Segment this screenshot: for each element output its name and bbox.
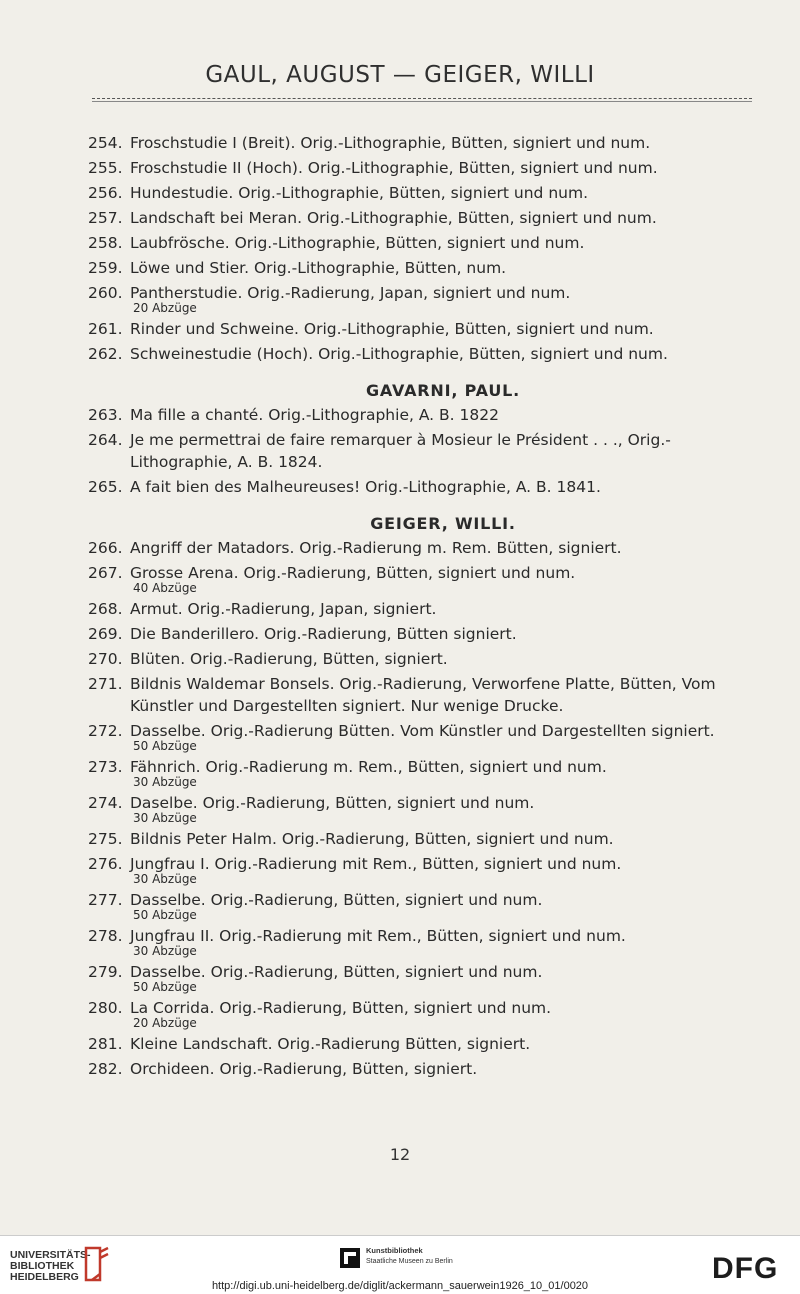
entry-number: 280. — [88, 999, 123, 1017]
entry-text — [130, 429, 758, 473]
edition-note: 50 Abzüge — [133, 908, 197, 922]
catalog-entry — [88, 537, 758, 559]
entry-text — [130, 282, 758, 315]
entry-number: 276. — [88, 855, 123, 873]
edition-note: 50 Abzüge — [133, 980, 197, 994]
entry-text — [130, 1058, 758, 1080]
catalog-entry — [88, 997, 758, 1030]
entry-text — [130, 562, 758, 595]
entry-text — [130, 132, 758, 154]
entry-number: 267. — [88, 564, 123, 582]
entry-list-geiger — [88, 537, 758, 1080]
edition-note: 20 Abzüge — [133, 1016, 197, 1030]
entry-description: Löwe und Stier. Orig.-Lithographie, Bütten, num. — [130, 259, 507, 277]
entry-text — [130, 257, 758, 279]
running-header: GAUL, AUGUST — GEIGER, WILLI — [205, 62, 595, 88]
kunstbibliothek-logo-icon — [340, 1248, 360, 1268]
entry-text — [130, 476, 758, 498]
entry-number: 275. — [88, 830, 123, 848]
kb-line-1: Kunstbibliothek — [366, 1246, 423, 1255]
entry-number: 257. — [88, 209, 123, 227]
entry-description: Blüten. Orig.-Radierung, Bütten, signiert. — [130, 650, 448, 668]
entry-description: Hundestudie. Orig.-Lithographie, Bütten, signiert und num. — [130, 184, 588, 202]
entry-description: Grosse Arena. Orig.-Radierung, Bütten, signiert und num. — [130, 564, 576, 582]
entry-description: Orchideen. Orig.-Radierung, Bütten, signiert. — [130, 1060, 478, 1078]
edition-note: 50 Abzüge — [133, 739, 197, 753]
catalog-entry — [88, 343, 758, 365]
viewer-footer — [0, 1235, 800, 1294]
entry-number: 262. — [88, 345, 123, 363]
entry-text — [130, 828, 758, 850]
entry-description: Jungfrau I. Orig.-Radierung mit Rem., Bütten, signiert und num. — [130, 855, 622, 873]
entry-text — [130, 792, 758, 825]
entry-number: 261. — [88, 320, 123, 338]
entry-text — [130, 720, 758, 753]
catalog-entry — [88, 429, 758, 473]
entry-list-gaul — [88, 132, 758, 365]
entry-number: 268. — [88, 600, 123, 618]
entry-number: 271. — [88, 675, 123, 693]
entry-text — [130, 598, 758, 620]
entry-number: 270. — [88, 650, 123, 668]
catalog-entry — [88, 404, 758, 426]
catalog-entry — [88, 157, 758, 179]
edition-note: 30 Abzüge — [133, 872, 197, 886]
entry-description: Jungfrau II. Orig.-Radierung mit Rem., Bütten, signiert und num. — [130, 927, 626, 945]
entry-number: 260. — [88, 284, 123, 302]
catalog-entry — [88, 232, 758, 254]
kunstbibliothek-label — [366, 1246, 453, 1267]
catalog-entry — [88, 207, 758, 229]
catalog-entry — [88, 282, 758, 315]
catalog-entry — [88, 792, 758, 825]
entry-description: Kleine Landschaft. Orig.-Radierung Bütten, signiert. — [130, 1035, 531, 1053]
entry-number: 266. — [88, 539, 123, 557]
section-heading-gavarni: GAVARNI, PAUL. — [365, 381, 521, 400]
entry-description: Rinder und Schweine. Orig.-Lithographie, Bütten, signiert und num. — [130, 320, 654, 338]
uni-line-3: HEIDELBERG — [10, 1271, 79, 1283]
edition-note: 40 Abzüge — [133, 581, 197, 595]
entry-description: Angriff der Matadors. Orig.-Radierung m. Rem. Bütten, signiert. — [130, 539, 622, 557]
entry-text — [130, 756, 758, 789]
catalog-entry — [88, 476, 758, 498]
entry-description: Dasselbe. Orig.-Radierung, Bütten, signiert und num. — [130, 891, 543, 909]
uni-line-2: BIBLIOTHEK — [10, 1260, 75, 1272]
catalog-entry — [88, 1033, 758, 1055]
entry-text — [130, 925, 758, 958]
edition-note: 20 Abzüge — [133, 301, 197, 315]
entry-number: 273. — [88, 758, 123, 776]
catalog-entry — [88, 853, 758, 886]
entry-text — [130, 623, 758, 645]
section-heading-geiger: GEIGER, WILLI. — [370, 514, 516, 533]
catalog-entry — [88, 889, 758, 922]
entry-list-gavarni — [88, 404, 758, 498]
catalog-entry — [88, 925, 758, 958]
entry-text — [130, 343, 758, 365]
entry-text — [130, 157, 758, 179]
entry-text — [130, 207, 758, 229]
entry-number: 272. — [88, 722, 123, 740]
header-rule — [92, 98, 752, 99]
entry-description: Landschaft bei Meran. Orig.-Lithographie, Bütten, signiert und num. — [130, 209, 657, 227]
entry-description: Schweinestudie (Hoch). Orig.-Lithographie, Bütten, signiert und num. — [130, 345, 668, 363]
catalog-entry — [88, 132, 758, 154]
entry-description: Die Banderillero. Orig.-Radierung, Bütten signiert. — [130, 625, 517, 643]
catalog-entry — [88, 648, 758, 670]
entry-number: 254. — [88, 134, 123, 152]
catalog-entry — [88, 828, 758, 850]
entry-description: Ma fille a chanté. Orig.-Lithographie, A. B. 1822 — [130, 406, 499, 424]
catalog-entries — [88, 132, 758, 1083]
page-number: 12 — [389, 1145, 411, 1164]
entry-text — [130, 537, 758, 559]
entry-text — [130, 673, 758, 717]
catalog-entry — [88, 673, 758, 717]
entry-number: 279. — [88, 963, 123, 981]
uni-heidelberg-logo-icon — [80, 1244, 112, 1284]
catalog-entry — [88, 562, 758, 595]
entry-description: Armut. Orig.-Radierung, Japan, signiert. — [130, 600, 437, 618]
entry-description: Pantherstudie. Orig.-Radierung, Japan, signiert und num. — [130, 284, 571, 302]
kb-line-2: Staatliche Museen zu Berlin — [366, 1258, 453, 1265]
entry-text — [130, 232, 758, 254]
catalog-entry — [88, 182, 758, 204]
dfg-logo: DFG — [712, 1252, 779, 1285]
uni-line-1: UNIVERSITÄTS- — [10, 1249, 91, 1261]
catalog-entry — [88, 257, 758, 279]
catalog-entry — [88, 961, 758, 994]
entry-text — [130, 853, 758, 886]
entry-number: 281. — [88, 1035, 123, 1053]
entry-number: 278. — [88, 927, 123, 945]
entry-description: Je me permettrai de faire remarquer à Mosieur le Président . . ., Orig.- Lithographie, A. B. 1824. — [130, 431, 671, 471]
permalink-url[interactable]: http://digi.ub.uni-heidelberg.de/diglit/ackermann_sauerwein1926_10_01/0020 — [211, 1280, 589, 1292]
entry-text — [130, 404, 758, 426]
entry-number: 277. — [88, 891, 123, 909]
catalog-entry — [88, 1058, 758, 1080]
entry-number: 258. — [88, 234, 123, 252]
edition-note: 30 Abzüge — [133, 775, 197, 789]
entry-number: 256. — [88, 184, 123, 202]
entry-description: Dasselbe. Orig.-Radierung Bütten. Vom Künstler und Dargestellten signiert. — [130, 722, 715, 740]
entry-text — [130, 997, 758, 1030]
catalog-entry — [88, 623, 758, 645]
entry-description: Froschstudie II (Hoch). Orig.-Lithographie, Bütten, signiert und num. — [130, 159, 658, 177]
entry-text — [130, 889, 758, 922]
entry-text — [130, 961, 758, 994]
uni-heidelberg-label — [10, 1250, 91, 1283]
entry-number: 282. — [88, 1060, 123, 1078]
edition-note: 30 Abzüge — [133, 811, 197, 825]
entry-description: Daselbe. Orig.-Radierung, Bütten, signiert und num. — [130, 794, 535, 812]
entry-description: Laubfrösche. Orig.-Lithographie, Bütten, signiert und num. — [130, 234, 585, 252]
entry-text — [130, 648, 758, 670]
entry-description: La Corrida. Orig.-Radierung, Bütten, signiert und num. — [130, 999, 552, 1017]
catalog-entry — [88, 720, 758, 753]
catalog-entry — [88, 318, 758, 340]
entry-text — [130, 1033, 758, 1055]
entry-number: 269. — [88, 625, 123, 643]
edition-note: 30 Abzüge — [133, 944, 197, 958]
entry-description: Fähnrich. Orig.-Radierung m. Rem., Bütten, signiert und num. — [130, 758, 607, 776]
header-rule-solid — [92, 101, 752, 102]
entry-description: Dasselbe. Orig.-Radierung, Bütten, signiert und num. — [130, 963, 543, 981]
entry-description: A fait bien des Malheureuses! Orig.-Lithographie, A. B. 1841. — [130, 478, 601, 496]
entry-number: 265. — [88, 478, 123, 496]
entry-description: Bildnis Waldemar Bonsels. Orig.-Radierung, Verworfene Platte, Bütten, Vom Künstler und Dargestellten signiert. Nur wenige Drucke. — [130, 675, 716, 715]
catalog-entry — [88, 598, 758, 620]
entry-number: 264. — [88, 431, 123, 449]
entry-text — [130, 318, 758, 340]
entry-number: 263. — [88, 406, 123, 424]
entry-number: 259. — [88, 259, 123, 277]
entry-description: Bildnis Peter Halm. Orig.-Radierung, Bütten, signiert und num. — [130, 830, 614, 848]
entry-number: 255. — [88, 159, 123, 177]
catalog-entry — [88, 756, 758, 789]
entry-description: Froschstudie I (Breit). Orig.-Lithographie, Bütten, signiert und num. — [130, 134, 651, 152]
entry-number: 274. — [88, 794, 123, 812]
entry-text — [130, 182, 758, 204]
